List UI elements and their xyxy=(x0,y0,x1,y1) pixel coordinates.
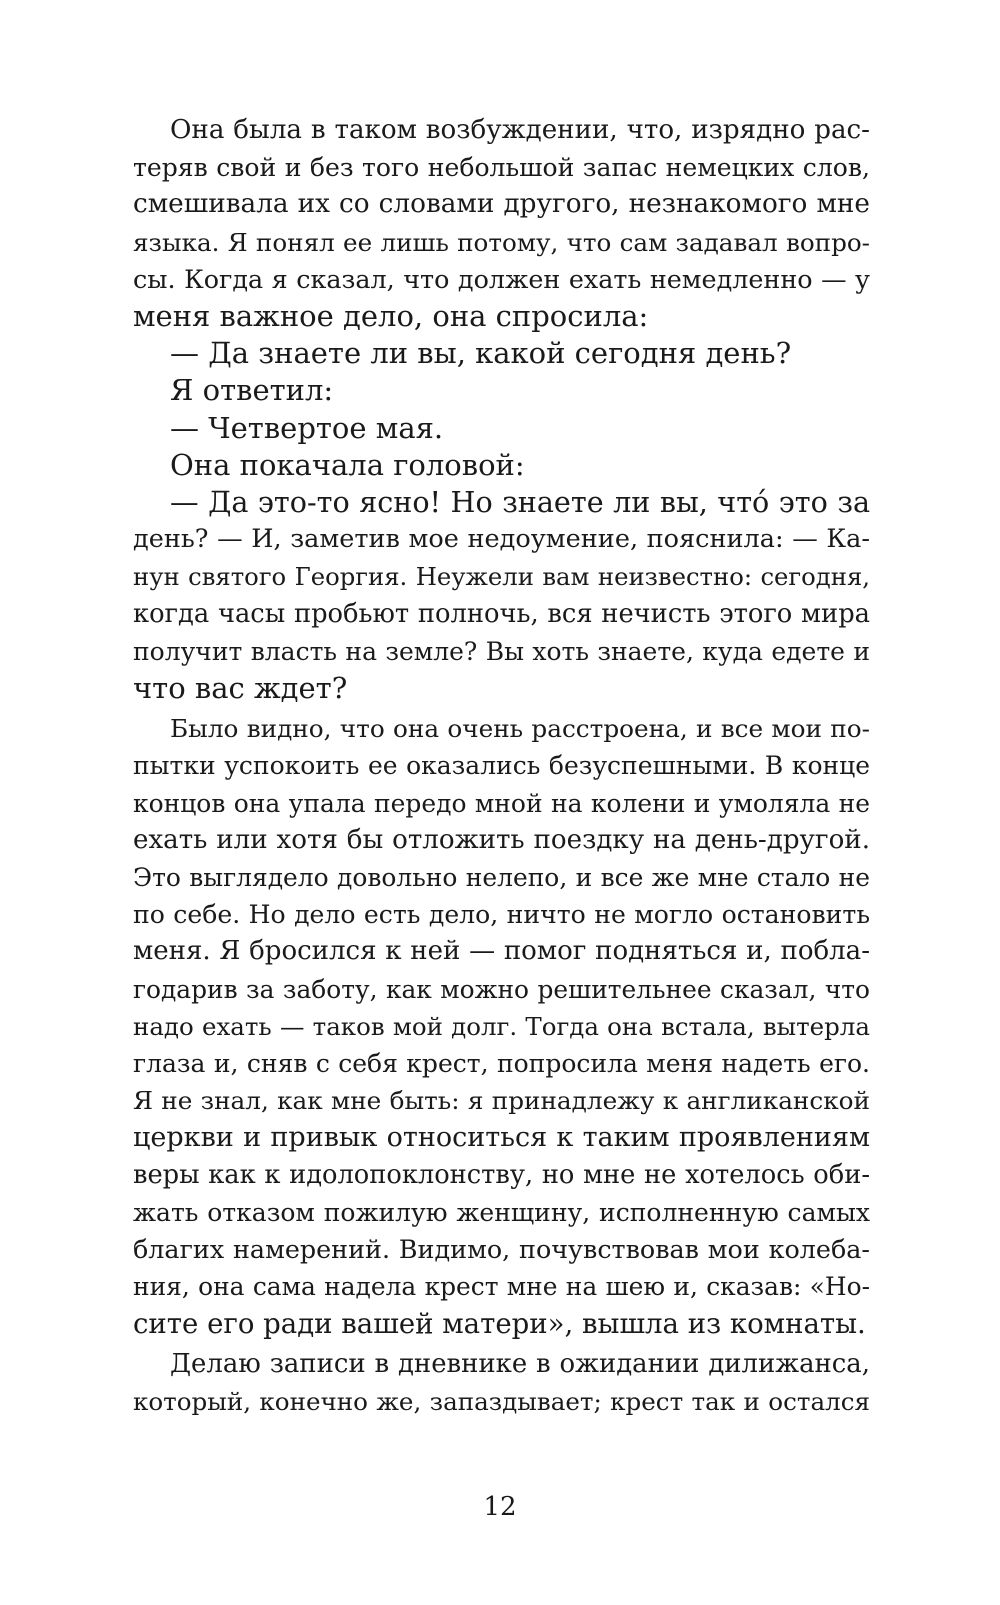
text-line: — Да это-то ясно! Но знаете ли вы, чтó это за xyxy=(170,485,870,520)
text-line: нун святого Георгия. Неужели вам неизвестно: сегодня, xyxy=(133,562,870,592)
text-line: когда часы пробьют полночь, вся нечисть этого мира xyxy=(133,598,870,629)
text-line: который, конечно же, запаздывает; крест так и остался xyxy=(133,1386,870,1416)
text-line: Это выглядело довольно нелепо, и все же мне стало не xyxy=(133,863,870,893)
page-number: 12 xyxy=(483,1492,517,1522)
text-line: надо ехать — таков мой долг. Тогда она встала, вытерла xyxy=(133,1011,870,1041)
text-line: по себе. Но дело есть дело, ничто не могло остановить xyxy=(133,900,870,930)
text-line: получит власть на земле? Вы хоть знаете, куда едете и xyxy=(133,636,870,666)
text-line: Было видно, что она очень расстроена, и все мои по- xyxy=(170,714,870,744)
text-line: меня. Я бросился к ней — помог подняться и, побла- xyxy=(133,936,870,967)
text-line: годарив за заботу, как можно решительнее сказал, что xyxy=(133,974,870,1004)
text-line: Она покачала головой: xyxy=(170,447,525,482)
text-line: благих намерений. Видимо, почувствовав мои колеба- xyxy=(133,1234,870,1265)
text-line: Делаю записи в дневнике в ожидании дилижанса, xyxy=(170,1348,870,1379)
body-text xyxy=(133,112,870,1420)
text-line: день? — И, заметив мое недоумение, пояснила: — Ка- xyxy=(133,524,870,555)
text-line: теряв свой и без того небольшой запас немецких слов, xyxy=(133,153,870,183)
text-line: веры как к идолопоклонству, но мне не хотелось оби- xyxy=(133,1159,870,1190)
text-line: Я не знал, как мне быть: я принадлежу к англиканской xyxy=(133,1086,870,1116)
text-line: — Четвертое мая. xyxy=(170,410,444,445)
text-line: меня важное дело, она спросила: xyxy=(133,299,649,334)
text-line: языка. Я понял ее лишь потому, что сам задавал вопро- xyxy=(133,227,870,257)
text-line: смешивала их со словами другого, незнакомого мне xyxy=(133,189,870,220)
text-line: ехать или хотя бы отложить поездку на день-другой. xyxy=(133,824,870,855)
text-line: Я ответил: xyxy=(170,373,334,408)
text-line: Она была в таком возбуждении, что, изрядно рас- xyxy=(170,115,870,145)
text-line: пытки успокоить ее оказались безуспешными. В конце xyxy=(133,751,870,781)
text-line: сите его ради вашей матери», вышла из комнаты. xyxy=(133,1307,866,1340)
text-line: жать отказом пожилую женщину, исполненную самых xyxy=(133,1197,870,1227)
text-line: глаза и, сняв с себя крест, попросила меня надеть его. xyxy=(133,1049,870,1079)
text-line: — Да знаете ли вы, какой сегодня день? xyxy=(170,336,792,371)
text-line: церкви и привык относиться к таким проявлениям xyxy=(133,1122,870,1154)
text-line: что вас ждет? xyxy=(133,671,348,706)
text-line: сы. Когда я сказал, что должен ехать немедленно — у xyxy=(133,263,870,294)
text-line: концов она упала передо мной на колени и умоляла не xyxy=(133,788,870,818)
text-line: ния, она сама надела крест мне на шею и, сказав: «Но- xyxy=(133,1272,870,1302)
